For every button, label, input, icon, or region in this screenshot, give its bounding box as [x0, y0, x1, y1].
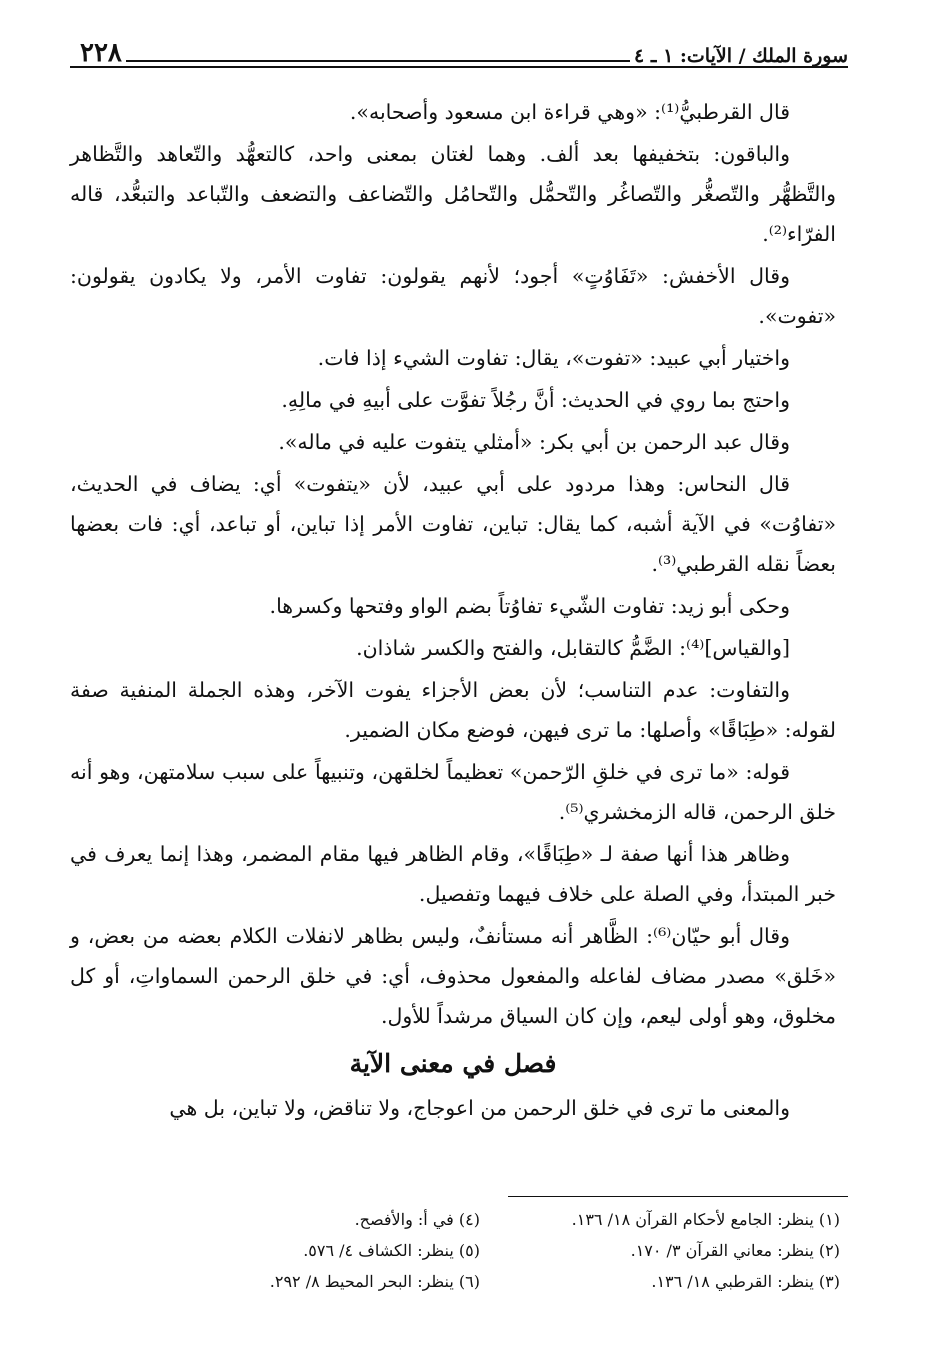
header-divider	[70, 66, 848, 68]
paragraph: [والقياس]⁽⁴⁾: الضَّمُّ كالتقابل، والفتح والكسر شاذان.	[356, 636, 790, 660]
running-title: سورة الملك / الآيات: ١ ـ ٤	[634, 45, 848, 67]
footnote: (٢) ينظر: معاني القرآن ٣/ ١٧٠.	[630, 1241, 840, 1260]
paragraph: والتفاوت: عدم التناسب؛ لأن بعض الأجزاء يفوت الآخر، وهذه الجملة المنفية صفة لقوله: «طِبَاقًا» وأصلها: ما ترى فيهن، فوضع مكان الضمير.	[70, 678, 836, 742]
page-header	[70, 30, 848, 66]
footnote: (٦) ينظر: البحر المحيط ٨/ ٢٩٢.	[269, 1272, 480, 1291]
paragraph: وقال عبد الرحمن بن أبي بكر: «أمثلي يتفوت عليه في ماله».	[278, 430, 790, 454]
paragraph: والمعنى ما ترى في خلق الرحمن من اعوجاج، ولا تناقض، ولا تباين، بل هي	[169, 1096, 790, 1120]
paragraph: قوله: «ما ترى في خلقِ الرّحمن» تعظيماً لخلقهن، وتنبيهاً على سبب سلامتهن، وهو أنه خلق الرحمن، قاله الزمخشري⁽⁵⁾.	[70, 760, 836, 824]
section-heading: فصل في معنى الآية	[349, 1049, 557, 1078]
paragraph: واحتج بما روي في الحديث: أنَّ رجُلاً تفوَّت على أبيهِ في مالِهِ.	[281, 388, 790, 412]
paragraph: وقال الأخفش: «تَفَاوُتٍ» أجود؛ لأنهم يقولون: تفاوت الأمر، ولا يكادون يقولون: «تفوت».	[70, 264, 836, 328]
footnote-divider	[508, 1196, 848, 1197]
footnotes	[150, 1210, 840, 1303]
main-text	[70, 92, 836, 1130]
paragraph: وقال أبو حيّان⁽⁶⁾: الظَّاهر أنه مستأنفٌ، وليس بظاهر لانفلات الكلام بعضه من بعض، و «خَلق» مصدر مضاف لفاعله والمفعول محذوف، أي: في خلق الرحمن السماواتِ، أو كل مخلوق، وهو أولى ليعم، وإن كان السياق مرشداً للأول.	[70, 924, 836, 1028]
footnote: (٥) ينظر: الكشاف ٤/ ٥٧٦.	[303, 1241, 480, 1260]
footnote: (١) ينظر: الجامع لأحكام القرآن ١٨/ ١٣٦.	[571, 1210, 840, 1229]
footnote: (٣) ينظر: القرطبي ١٨/ ١٣٦.	[651, 1272, 840, 1291]
paragraph: وحكى أبو زيد: تفاوت الشّيء تفاوُتاً بضم الواو وفتحها وكسرها.	[269, 594, 790, 618]
footnote: (٤) في أ: والأفصح.	[354, 1210, 480, 1229]
paragraph: قال القرطبيُّ⁽¹⁾: «وهي قراءة ابن مسعود وأصحابه».	[349, 100, 790, 124]
header-rule	[126, 60, 630, 62]
paragraph: وظاهر هذا أنها صفة لـ «طِبَاقًا»، وقام الظاهر فيها مقام المضمر، وهذا إنما يعرف في خبر المبتدأ، وفي الصلة على خلاف فيهما وتفصيل.	[70, 842, 836, 906]
page-number: ٢٢٨	[80, 38, 122, 68]
paragraph: والباقون: بتخفيفها بعد ألف. وهما لغتان بمعنى واحد، كالتعهُّد والتّعاهد والتَّظاهر والتَّظهُّر والتّصغُّر والتّصاغُر والتّحمُّل والتّحامُل والتّضاعف والتضعف والتّباعد والتبعُّد، قاله الفرّاء⁽²⁾.	[70, 142, 836, 246]
paragraph: واختيار أبي عبيد: «تفوت»، يقال: تفاوت الشيء إذا فات.	[317, 346, 790, 370]
paragraph: قال النحاس: وهذا مردود على أبي عبيد، لأن «يتفوت» أي: يضاف في الحديث، «تفاوُت» في الآية أشبه، كما يقال: تباين، تفاوت الأمر إذا تباين، أو تباعد، أي: فات بعضها بعضاً نقله القرطبي⁽³⁾.	[70, 472, 836, 576]
